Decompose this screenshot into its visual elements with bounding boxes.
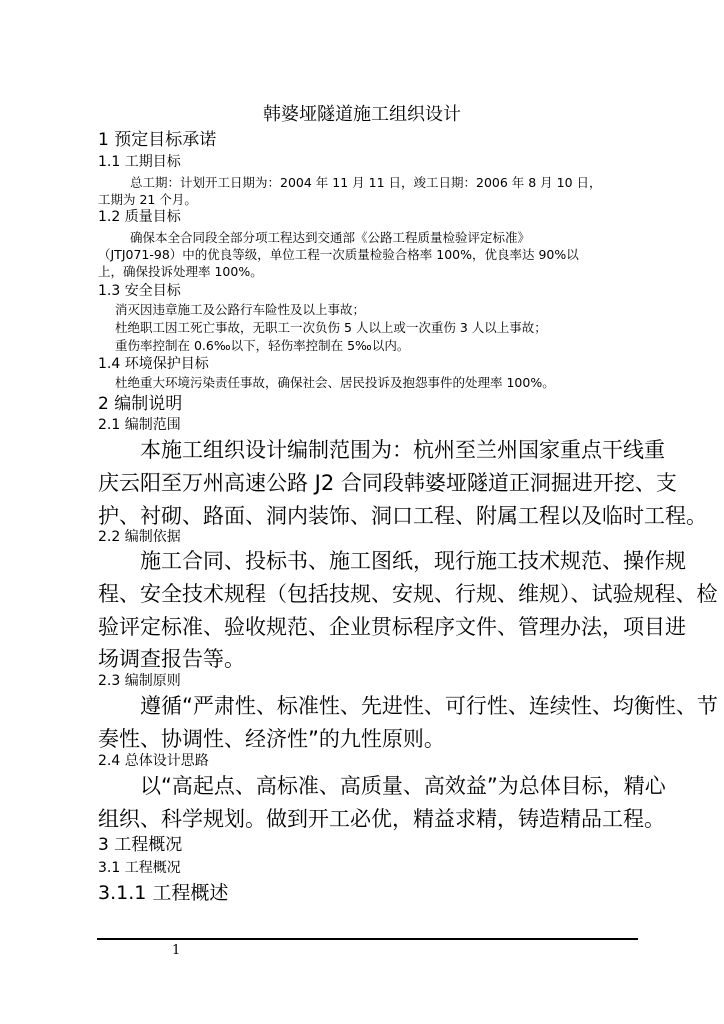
section-2-heading: 2 编制说明 xyxy=(98,394,183,414)
paragraph-line: 验评定标准、验收规范、企业贯标程序文件、管理办法，项目进 xyxy=(98,615,686,639)
paragraph-line: 本施工组织设计编制范围为：杭州至兰州国家重点干线重 xyxy=(140,438,665,462)
paragraph-line: 杜绝职工因工死亡事故，无职工一次负伤 5 人以上或一次重伤 3 人以上事故； xyxy=(115,320,547,335)
paragraph-line: 庆云阳至万州高速公路 J2 合同段韩婆垭隧道正洞掘进开挖、支 xyxy=(98,471,677,495)
paragraph-line: 遵循“严肃性、标准性、先进性、可行性、连续性、均衡性、节 xyxy=(140,694,718,718)
paragraph-line: 工期为 21 个月。 xyxy=(98,192,197,207)
paragraph-line: 奏性、协调性、经济性”的九性原则。 xyxy=(98,727,445,751)
section-2-3-heading: 2.3 编制原则 xyxy=(98,673,181,689)
paragraph-line: 组织、科学规划。做到开工必优，精益求精，铸造精品工程。 xyxy=(98,807,665,831)
section-1-3-heading: 1.3 安全目标 xyxy=(98,283,181,299)
section-3-1-heading: 3.1 工程概况 xyxy=(98,860,181,876)
paragraph-line: 总工期：计划开工日期为：2004 年 11 月 11 日，竣工日期：2006 年 8 月 10 日， xyxy=(130,175,602,190)
paragraph-line: 杜绝重大环境污染责任事故，确保社会、居民投诉及抱怨事件的处理率 100%。 xyxy=(115,375,555,390)
document-title: 韩婆垭隧道施工组织设计 xyxy=(263,104,461,125)
paragraph-line: 程、安全技术规程（包括技规、安规、行规、维规）、试验规程、检 xyxy=(98,582,718,606)
paragraph-line: 护、衬砌、路面、洞内装饰、洞口工程、附属工程以及临时工程。 xyxy=(98,504,707,528)
section-2-4-heading: 2.4 总体设计思路 xyxy=(98,753,209,769)
section-1-2-heading: 1.2 质量目标 xyxy=(98,209,181,225)
paragraph-line: 以“高起点、高标准、高质量、高效益”为总体目标，精心 xyxy=(140,774,666,798)
section-2-2-heading: 2.2 编制依据 xyxy=(98,529,181,545)
paragraph-line: 上，确保投诉处理率 100%。 xyxy=(98,264,263,279)
section-1-1-heading: 1.1 工期目标 xyxy=(98,154,181,170)
paragraph-line: 场调查报告等。 xyxy=(98,647,245,671)
section-1-heading: 1 预定目标承诺 xyxy=(98,130,217,150)
paragraph-line: 重伤率控制在 0.6‰以下，轻伤率控制在 5‰以内。 xyxy=(115,338,410,353)
page-number: 1 xyxy=(172,943,181,958)
section-2-1-heading: 2.1 编制范围 xyxy=(98,417,181,433)
section-1-4-heading: 1.4 环境保护目标 xyxy=(98,356,209,372)
paragraph-line: 确保本全合同段全部分项工程达到交通部《公路工程质量检验评定标准》 xyxy=(130,230,531,245)
footer-divider xyxy=(97,938,638,940)
paragraph-line: 施工合同、投标书、施工图纸，现行施工技术规范、操作规 xyxy=(140,549,686,573)
paragraph-line: （JTJ071-98）中的优良等级，单位工程一次质量检验合格率 100%，优良率达 90%以 xyxy=(98,247,579,262)
paragraph-line: 消灭因违章施工及公路行车险性及以上事故； xyxy=(115,302,366,317)
section-3-1-1-heading: 3.1.1 工程概述 xyxy=(98,882,229,904)
section-3-heading: 3 工程概况 xyxy=(98,835,183,855)
